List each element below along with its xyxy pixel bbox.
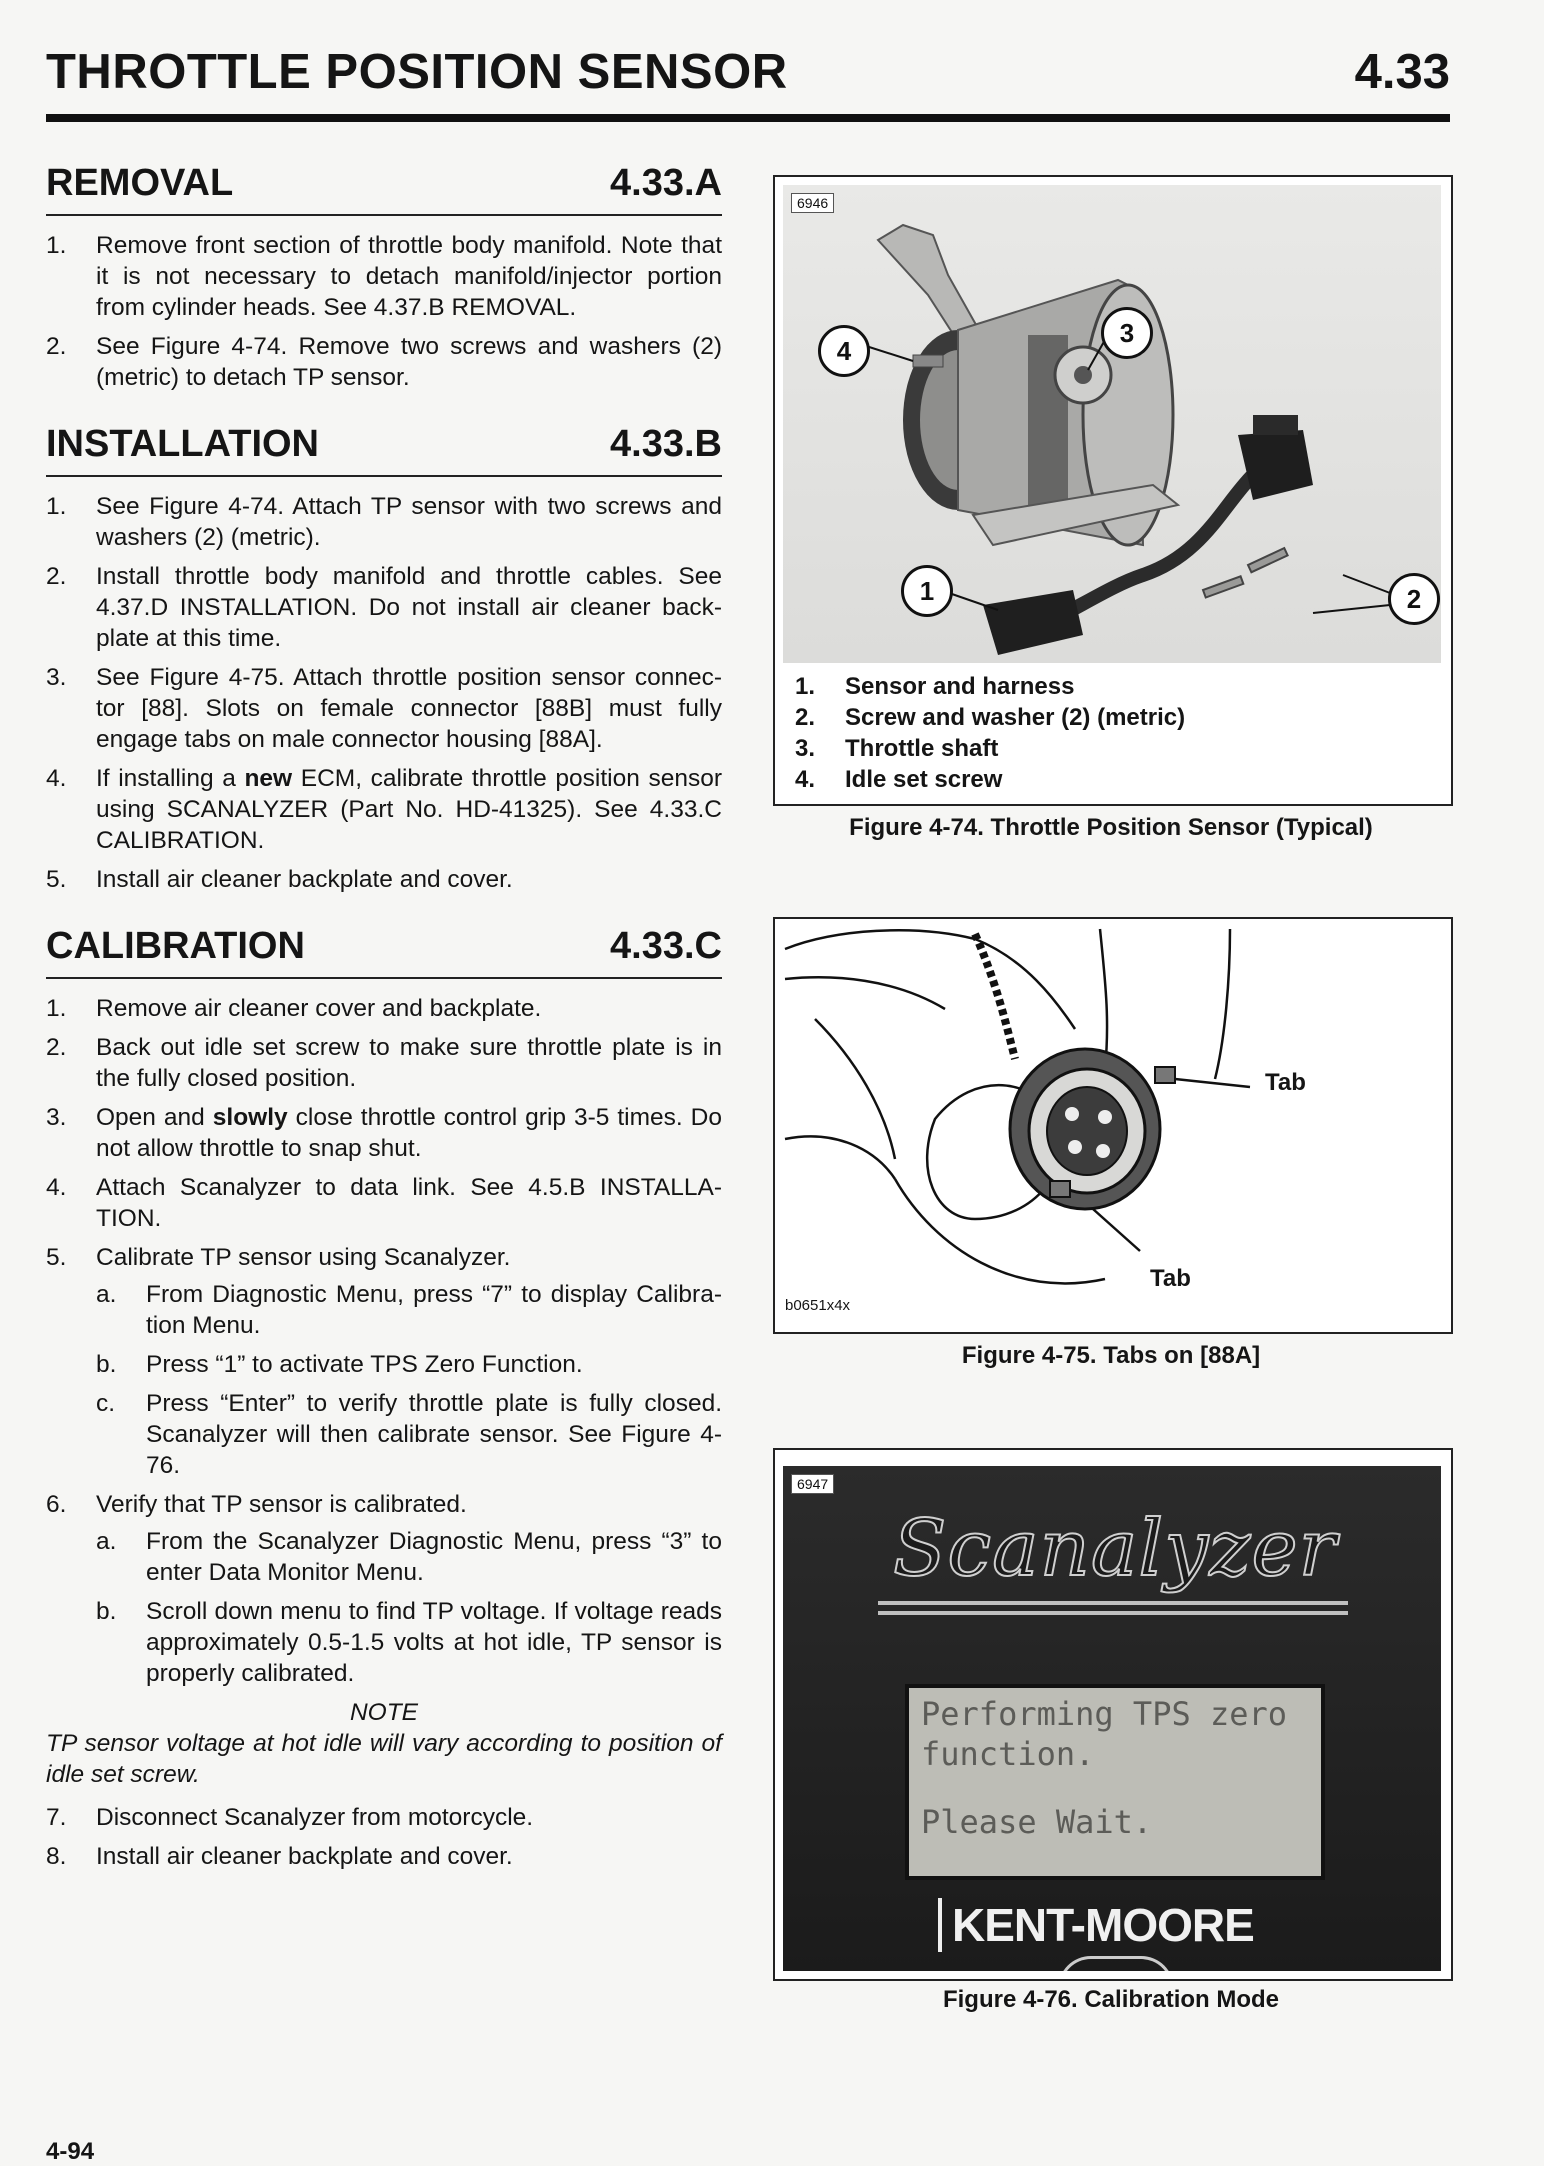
lcd-line-1: Performing TPS zero (921, 1695, 1288, 1733)
calibration-step-5c: c. Press “Enter” to verify throttle plate is fully closed. Scanalyzer will then calibrate sensor. See Figure 4-76. (96, 1390, 722, 1479)
calibration-step-8: 8. Install air cleaner backplate and cover. (46, 1843, 513, 1870)
installation-title: INSTALLATION (46, 423, 319, 465)
figure-4-74-legend (795, 671, 1185, 795)
photo-id-label: 6947 (791, 1474, 834, 1494)
calibration-number: 4.33.C (610, 925, 722, 967)
figure-4-75-caption: Figure 4-75. Tabs on [88A] (961, 1342, 1261, 1369)
throttle-body-photo (783, 185, 1441, 663)
installation-heading (46, 423, 722, 477)
calibration-step-5-substeps (96, 1279, 722, 1481)
calibration-step-2: 2. Back out idle set screw to make sure throttle plate is in the fully closed position. (46, 1034, 722, 1092)
figure-4-74-box (773, 175, 1453, 806)
drawing-id-label: b0651x4x (785, 1297, 851, 1314)
calibration-step-1: 1. Remove air cleaner cover and backplate. (46, 995, 542, 1022)
removal-step-2: 2. See Figure 4-74. Remove two screws and washers (2) (metric) to detach TP sensor. (46, 333, 722, 391)
connector-line-drawing (775, 919, 1451, 1332)
callout-2: 2 (1388, 573, 1440, 625)
installation-steps (46, 491, 722, 895)
lcd-line-3: Please Wait. (921, 1803, 1153, 1841)
header-rule (46, 114, 1450, 122)
note-text: TP sensor voltage at hot idle will vary according to position of idle set screw. (46, 1730, 722, 1788)
kent-moore-brand: KENT-MOORE (938, 1898, 1254, 1952)
page-footer-number: 4-94 (46, 2138, 95, 2165)
installation-step-5: 5. Install air cleaner backplate and cover. (46, 866, 513, 893)
calibration-step-6b: b. Scroll down menu to find TP voltage. If voltage reads approximately 0.5-1.5 volts at hot idle, TP sensor is properly calibrated. (96, 1598, 722, 1687)
callout-1: 1 (901, 565, 953, 617)
note-heading: NOTE (349, 1699, 419, 1726)
harley-emblem (1058, 1956, 1174, 1971)
figure-4-75-box (773, 917, 1453, 1334)
scanalyzer-logo: Scanalyzer (893, 1504, 1337, 1594)
installation-section (46, 423, 722, 895)
calibration-step-6a: a. From the Scanalyzer Diagnostic Menu, press “3” to enter Data Monitor Menu. (96, 1528, 722, 1586)
removal-title: REMOVAL (46, 162, 234, 204)
calibration-heading (46, 925, 722, 979)
callout-3: 3 (1101, 307, 1153, 359)
calibration-step-5b: b. Press “1” to activate TPS Zero Function. (96, 1351, 583, 1378)
legend-item-4: 4. Idle set screw (795, 766, 1003, 793)
lcd-screen (905, 1684, 1325, 1880)
calibration-step-4: 4. Attach Scanalyzer to data link. See 4.5.B INSTALLA-TION. (46, 1174, 722, 1232)
legend-item-3: 3. Throttle shaft (795, 735, 999, 762)
calibration-step-6: 6. Verify that TP sensor is calibrated. a. From the Scanalyzer Diagnostic Menu, press “3” to enter Data Monitor Menu. b. Scroll down menu to find TP voltage. If voltage reads approximately 0.5-1.5 volts at hot idle, TP sensor is properly calibrated. (46, 1491, 722, 1687)
removal-heading (46, 162, 722, 216)
calibration-step-5a: a. From Diagnostic Menu, press “7” to display Calibra-tion Menu. (96, 1281, 722, 1339)
section-number: 4.33 (1354, 45, 1450, 99)
removal-step-1: 1. Remove front section of throttle body manifold. Note that it is not necessary to detach manifold/injector portion from cylinder heads. See 4.37.B REMOVAL. (46, 232, 722, 321)
page-header (46, 38, 1450, 122)
legend-item-2: 2. Screw and washer (2) (metric) (795, 704, 1186, 731)
installation-step-4: 4. If installing a new ECM, calibrate throttle position sensor using SCANALYZER (Part No. HD-41325). See 4.33.C CALIBRATION. (46, 765, 722, 854)
legend-item-1: 1. Sensor and harness (795, 673, 1075, 700)
calibration-step-7: 7. Disconnect Scanalyzer from motorcycle. (46, 1804, 534, 1831)
calibration-step-5: 5. Calibrate TP sensor using Scanalyzer. a. From Diagnostic Menu, press “7” to display Calibra-tion Menu. b. Press “1” to activate TPS Zero Function. c. Press “Enter” to verify throttle plate is fully closed. Scanalyzer will then calibrate sensor. See Figure 4-76. (46, 1244, 722, 1479)
note (46, 1697, 722, 1790)
lcd-line-2: function. (921, 1735, 1095, 1773)
figure-4-74-caption: Figure 4-74. Throttle Position Sensor (Typical) (849, 814, 1373, 841)
page-title: THROTTLE POSITION SENSOR (46, 45, 788, 99)
figure-4-76-caption: Figure 4-76. Calibration Mode (942, 1986, 1280, 2013)
figure-4-76-box (773, 1448, 1453, 1981)
installation-step-1: 1. See Figure 4-74. Attach TP sensor with two screws and washers (2) (metric). (46, 493, 722, 551)
callout-4: 4 (818, 325, 870, 377)
removal-number: 4.33.A (610, 162, 722, 204)
installation-step-2: 2. Install throttle body manifold and throttle cables. See 4.37.D INSTALLATION. Do not install air cleaner back-plate at this time. (46, 563, 722, 652)
calibration-steps-continued (46, 1802, 722, 1872)
scanalyzer-photo (783, 1466, 1441, 1971)
calibration-section (46, 925, 723, 1872)
installation-number: 4.33.B (610, 423, 722, 465)
installation-step-3: 3. See Figure 4-75. Attach throttle position sensor connec-tor [88]. Slots on female connector [88B] must fully engage tabs on male connector housing [88A]. (46, 664, 722, 753)
calibration-title: CALIBRATION (46, 925, 305, 967)
logo-underline (878, 1601, 1348, 1605)
throttle-body-illustration (783, 185, 1441, 663)
tab-label-top: Tab (1265, 1069, 1306, 1096)
calibration-step-6-substeps (96, 1526, 722, 1689)
calibration-steps (46, 993, 722, 1689)
photo-id-label: 6946 (791, 193, 834, 213)
tab-label-bottom: Tab (1150, 1265, 1191, 1292)
removal-section (46, 162, 722, 393)
removal-steps (46, 230, 722, 393)
calibration-step-3: 3. Open and slowly close throttle control grip 3-5 times. Do not allow throttle to snap shut. (46, 1104, 723, 1162)
instructions-column (46, 162, 723, 1908)
